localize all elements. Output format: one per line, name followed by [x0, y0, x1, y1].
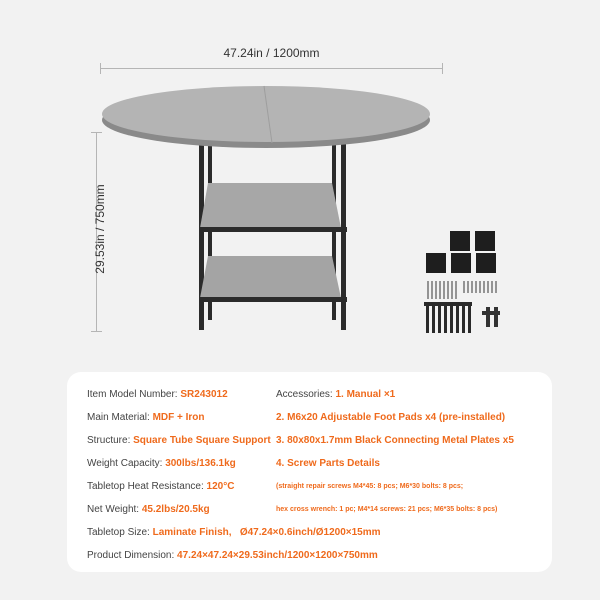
accessories-label: Accessories: — [276, 389, 336, 400]
screw-details-line-1: (straight repair screws M4*45: 8 pcs; M6*30 bolts: 8 pcs; — [276, 483, 464, 490]
spec-label: Item Model Number: — [87, 389, 181, 400]
spec-value: Square Tube Square Support — [133, 435, 271, 446]
accessories-row-1 — [276, 389, 395, 400]
spec-value: 45.2lbs/20.5kg — [141, 504, 210, 515]
spec-row-structure — [87, 435, 271, 446]
lower-shelf — [199, 256, 347, 302]
spec-row-material — [87, 412, 205, 423]
height-dimension-label: 29.53in / 750mm — [93, 184, 107, 274]
spec-label: Product Dimension: — [87, 550, 178, 561]
spec-row-weight — [87, 504, 210, 515]
connecting-plates — [426, 231, 496, 273]
upper-shelf — [199, 183, 347, 232]
spec-value: SR243012 — [180, 389, 228, 400]
spec-label: Structure: — [87, 435, 134, 446]
spec-label: Main Material: — [87, 412, 153, 423]
tabletop — [102, 86, 430, 148]
spec-label: Tabletop Heat Resistance: — [87, 481, 207, 492]
spec-row-capacity — [87, 458, 236, 469]
accessories-row-4: 4. Screw Parts Details — [276, 458, 380, 469]
spec-label: Net Weight: — [87, 504, 142, 515]
spec-value: MDF + Iron — [152, 412, 205, 423]
spec-label: Tabletop Size: — [87, 527, 153, 538]
hex-wrench — [482, 307, 500, 327]
width-dimension-label: 47.24in / 1200mm — [223, 46, 320, 60]
accessories-row-2: 2. M6x20 Adjustable Foot Pads x4 (pre-installed) — [276, 412, 506, 423]
spec-value: 300lbs/136.1kg — [165, 458, 236, 469]
bolts — [424, 302, 472, 333]
table-illustration — [96, 70, 436, 340]
spec-row-model — [87, 389, 228, 400]
spec-label: Weight Capacity: — [87, 458, 166, 469]
spec-row-heat — [87, 481, 234, 492]
spec-value: Laminate Finish, Ø47.24×0.6inch/Ø1200×15mm — [152, 527, 381, 538]
spec-row-tabletop — [87, 527, 381, 538]
screw-details-line-2: hex cross wrench: 1 pc; M4*14 screws: 21 pcs; M6*35 bolts: 8 pcs) — [276, 506, 498, 513]
spec-row-dimension — [87, 550, 378, 561]
spec-card — [67, 372, 552, 572]
screws — [428, 281, 496, 299]
spec-value: 120°C — [206, 481, 235, 492]
spec-value: 47.24×47.24×29.53inch/1200×1200×750mm — [177, 550, 378, 561]
width-dimension-line — [100, 68, 443, 69]
accessories-row-3: 3. 80x80x1.7mm Black Connecting Metal Plates x5 — [276, 435, 514, 446]
accessory-item: 1. Manual ×1 — [335, 389, 396, 400]
hardware-parts-illustration — [420, 225, 530, 345]
